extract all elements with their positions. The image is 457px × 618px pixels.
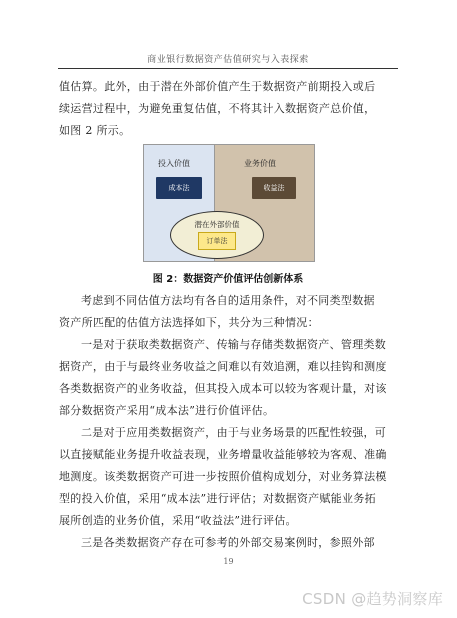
text-line: 部分数据资产采用“成本法”进行价值评估。 — [59, 404, 275, 417]
text-line: 值估算。此外，由于潜在外部价值产生于数据资产前期投入或后 — [59, 80, 376, 93]
external-value-ellipse — [170, 211, 264, 259]
paragraph-top — [59, 76, 399, 142]
text-line: 展所创造的业务价值，采用“收益法”进行评估。 — [59, 514, 297, 527]
text-line: 以直接赋能业务提升收益表现，业务增量收益能够较为客观、准确 — [59, 448, 387, 461]
text-line: 续运营过程中，为避免重复估值，不将其计入数据资产总价值， — [59, 102, 376, 115]
text-line: 地测度。该类数据资产可进一步按照价值构成划分，对业务算法模 — [59, 470, 387, 483]
text-line: 考虑到不同估值方法均有各自的适用条件，对不同类型数据 — [81, 294, 375, 307]
income-method-box: 收益法 — [252, 177, 296, 199]
text-line: 型的投入价值，采用“成本法”进行评估；对数据资产赋能业务拓 — [59, 492, 376, 505]
watermark: CSDN @趋势洞察库 — [302, 590, 443, 608]
text-line: 如图 2 所示。 — [59, 124, 131, 137]
text-line: 二是对于应用类数据资产，由于与业务场景的匹配性较强，可 — [81, 426, 387, 439]
order-method-box: 订单法 — [198, 232, 236, 250]
text-line: 资产所匹配的估值方法选择如下，共分为三种情况： — [59, 316, 319, 329]
figure-caption: 图 2：数据资产价值评估创新体系 — [152, 274, 304, 285]
paragraph-body — [59, 290, 399, 554]
valuation-diagram — [143, 144, 315, 262]
text-line: 据资产，由于与最终业务收益之间难以有效追溯，难以挂钩和测度 — [59, 360, 387, 373]
running-header: 商业银行数据资产估值研究与入表探索 — [147, 55, 309, 65]
cost-method-box: 成本法 — [156, 177, 202, 199]
input-value-label: 投入价值 — [158, 159, 190, 168]
external-value-label: 潜在外部价值 — [194, 220, 240, 229]
page-number: 19 — [223, 557, 234, 566]
text-line: 各类数据资产的业务收益，但其投入成本可以较为客观计量，对该 — [59, 382, 387, 395]
text-line: 一是对于获取类数据资产、传输与存储类数据资产、管理类数 — [81, 338, 387, 351]
header-divider — [58, 68, 398, 69]
business-value-label: 业务价值 — [244, 159, 276, 168]
text-line: 三是各类数据资产存在可参考的外部交易案例时，参照外部 — [81, 536, 375, 549]
